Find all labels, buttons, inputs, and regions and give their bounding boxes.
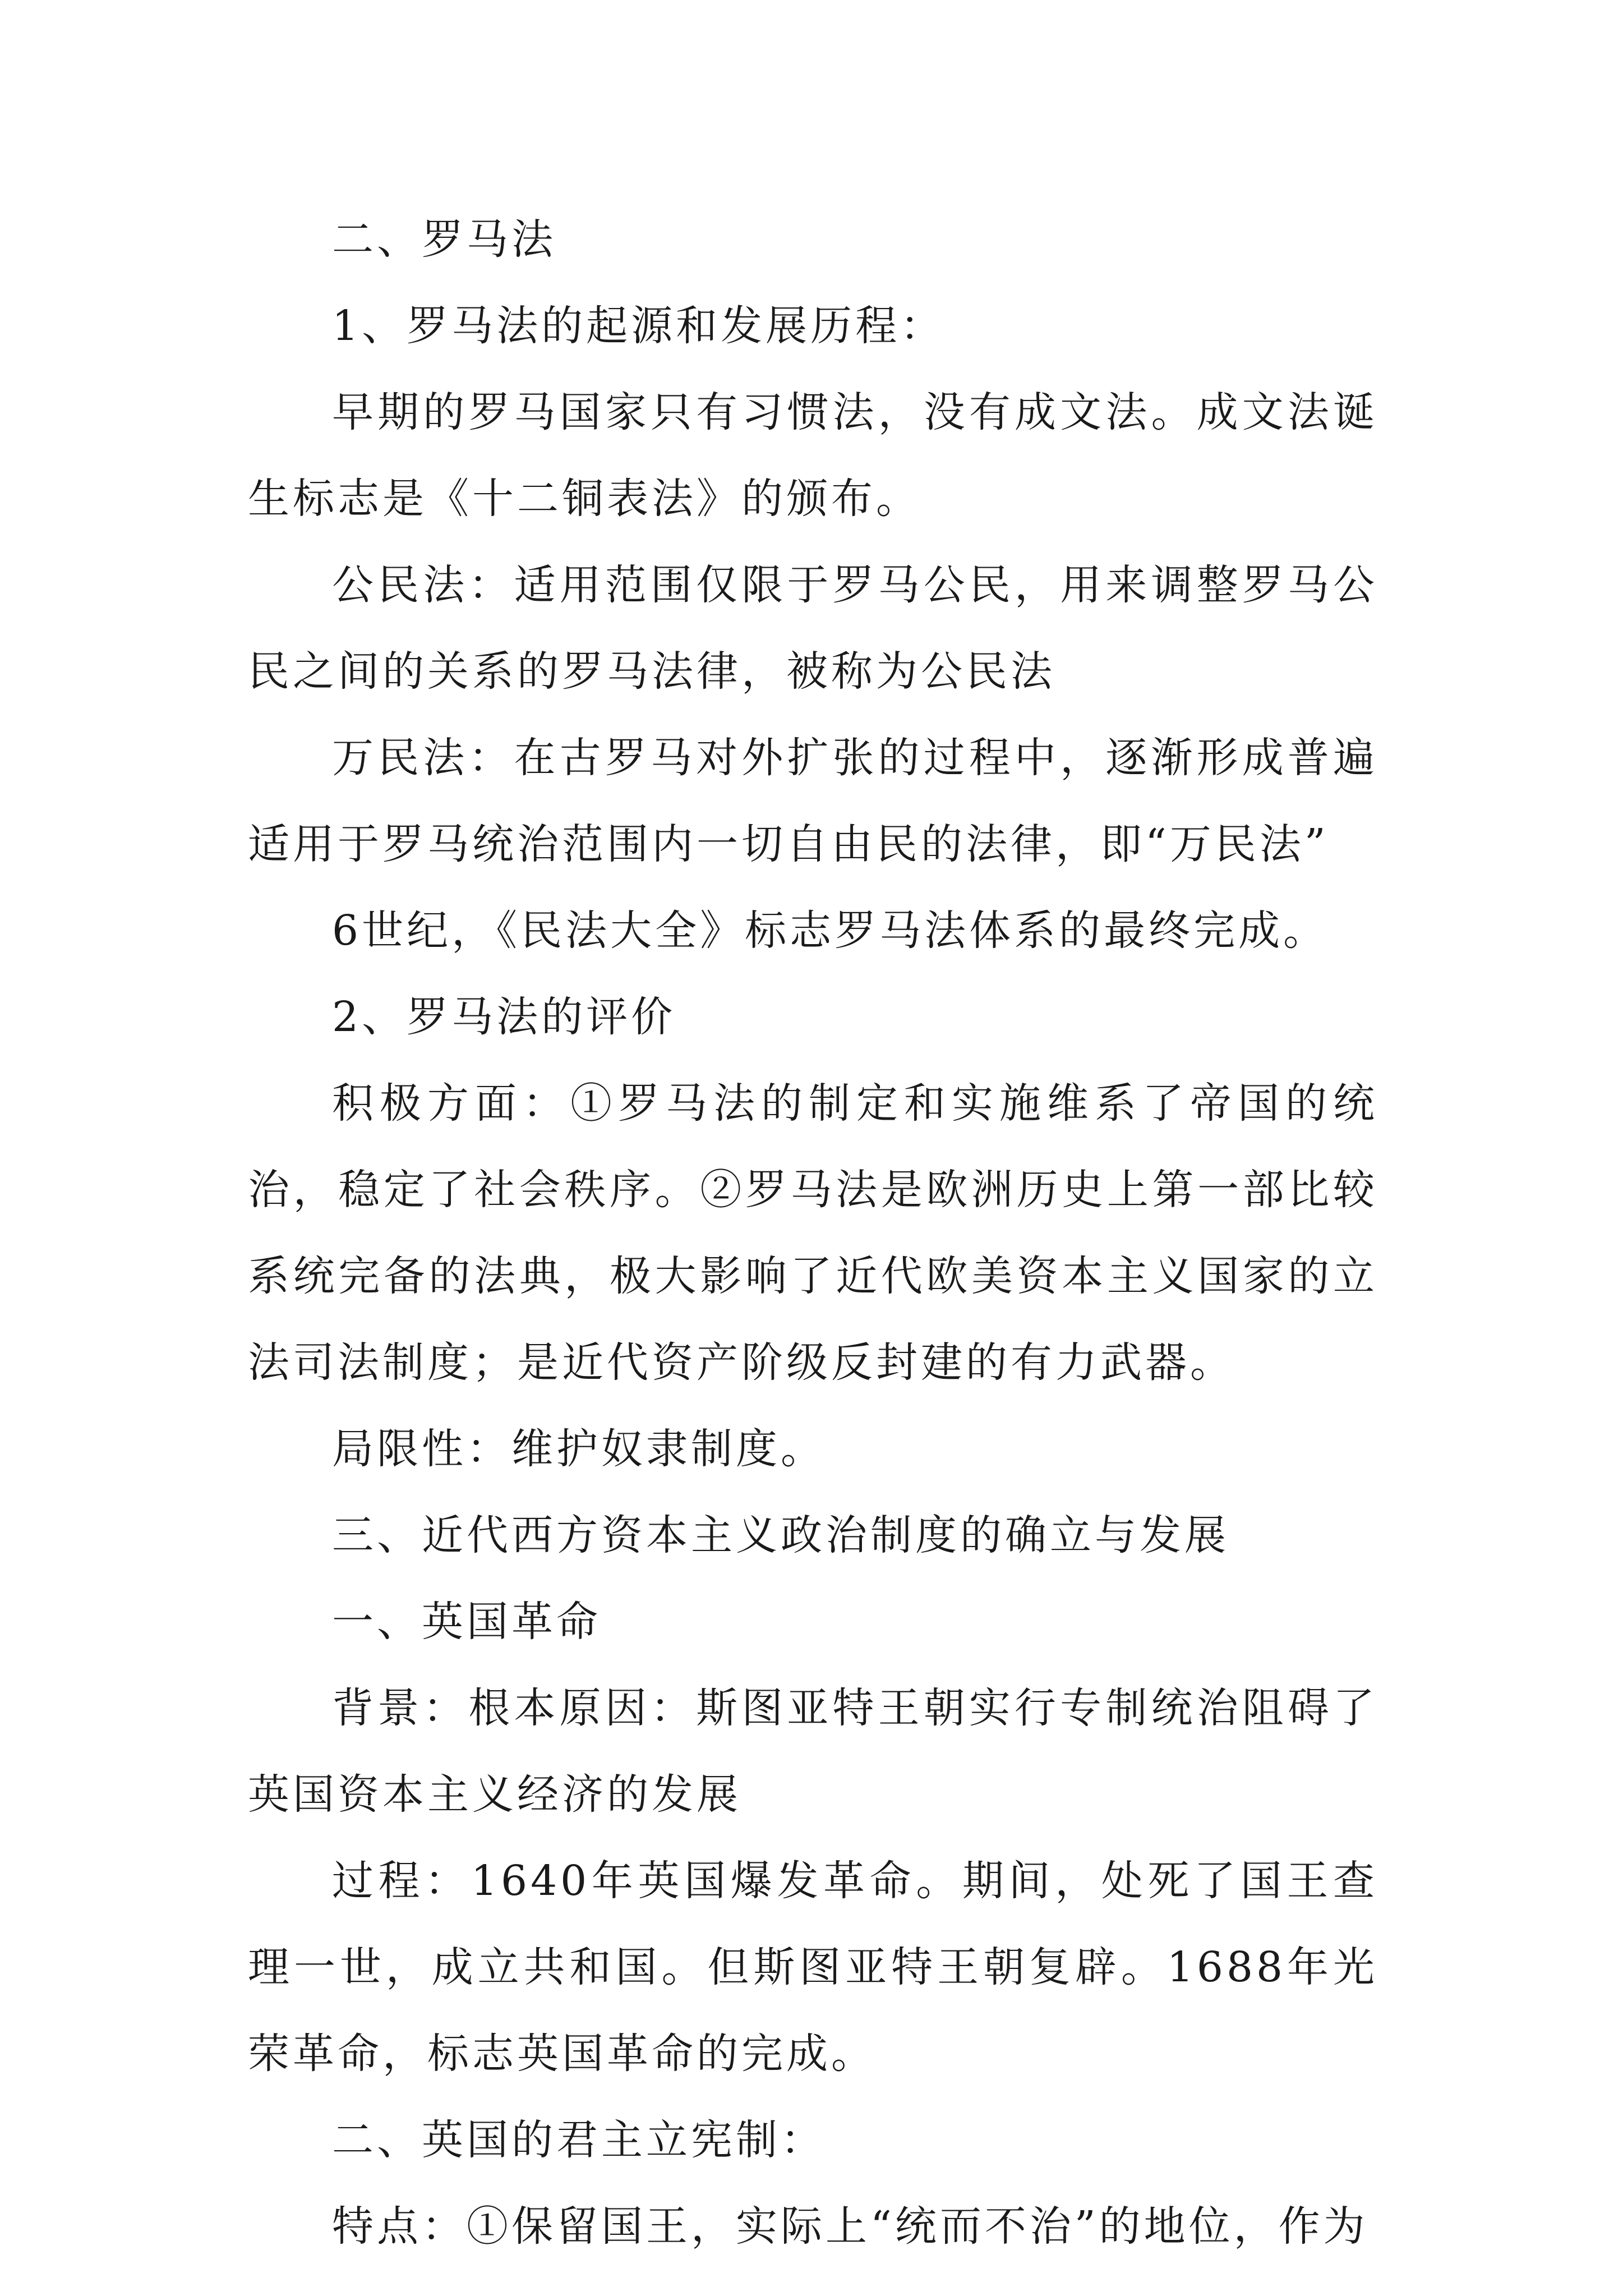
paragraph-process: 过程：1640年英国爆发革命。期间，处死了国王查理一世，成立共和国。但斯图亚特王朝复辟。1688年光荣革命，标志英国革命的完成。 <box>248 1857 1378 2078</box>
paragraph-law-of-nations: 万民法：在古罗马对外扩张的过程中，逐渐形成普遍适用于罗马统治范围内一切自由民的法律，即“万民法” <box>248 734 1378 868</box>
section-heading-roman-law: 二、罗马法 <box>332 215 556 264</box>
paragraph-features: 特点：①保留国王，实际上“统而不治”的地位，作为 <box>332 2202 1368 2251</box>
subheading-origin-development: 1、罗马法的起源和发展历程： <box>332 302 946 350</box>
paragraph-background: 背景：根本原因：斯图亚特王朝实行专制统治阻碍了英国资本主义经济的发展 <box>248 1684 1378 1819</box>
paragraph-positive-aspects: 积极方面：①罗马法的制定和实施维系了帝国的统治，稳定了社会秩序。②罗马法是欧洲历史上第一部比较系统完备的法典，极大影响了近代欧美资本主义国家的立法司法制度；是近代资产阶级反封建的有力武器。 <box>248 1079 1378 1387</box>
subheading-evaluation: 2、罗马法的评价 <box>332 993 676 1041</box>
subheading-english-revolution: 一、英国革命 <box>332 1598 601 1646</box>
paragraph-civil-law: 公民法：适用范围仅限于罗马公民，用来调整罗马公民之间的关系的罗马法律，被称为公民法 <box>248 561 1378 696</box>
paragraph-limitations: 局限性：维护奴隶制度。 <box>332 1425 826 1473</box>
section-heading-modern-western: 三、近代西方资本主义政治制度的确立与发展 <box>332 1511 1229 1559</box>
paragraph-twelve-tables: 早期的罗马国家只有习惯法，没有成文法。成文法诞生标志是《十二铜表法》的颁布。 <box>248 388 1378 523</box>
subheading-constitutional-monarchy: 二、英国的君主立宪制： <box>332 2116 826 2164</box>
document-body <box>248 196 1378 2270</box>
paragraph-corpus-juris: 6世纪，《民法大全》标志罗马法体系的最终完成。 <box>332 907 1329 955</box>
